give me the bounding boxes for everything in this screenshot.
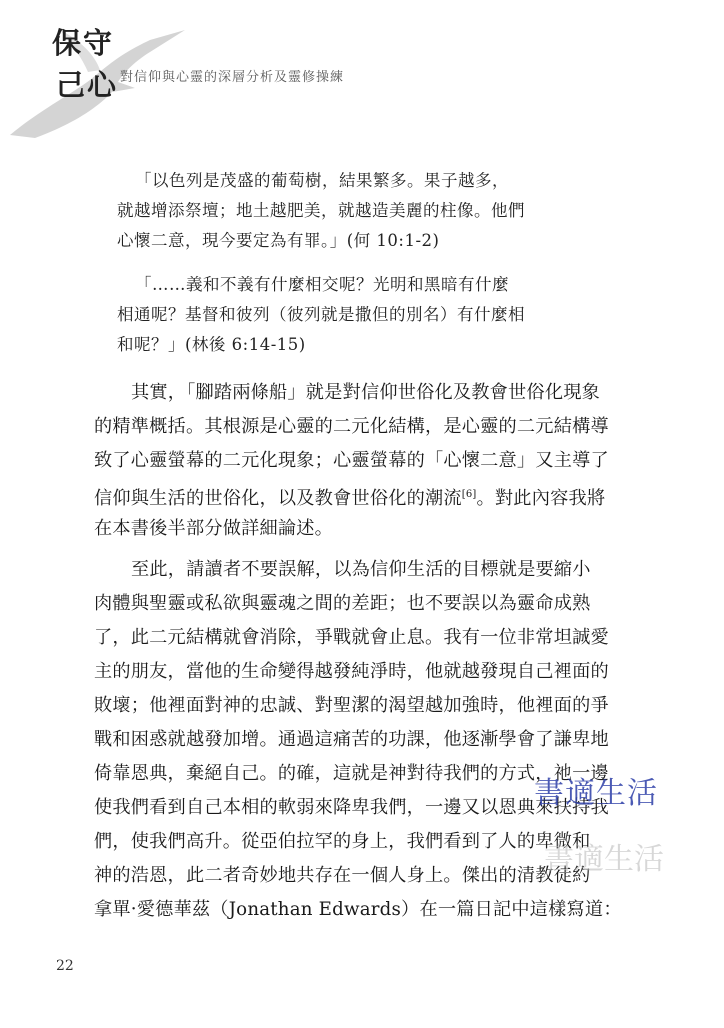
quote-line: 就越增添祭壇；地土越肥美，就越造美麗的柱像。他們 xyxy=(117,201,525,220)
paragraph-line: 拿單·愛德華茲（Jonathan Edwards）在一篇日記中這樣寫道： xyxy=(94,899,622,920)
book-title-line2: 己心 xyxy=(56,68,119,102)
book-title xyxy=(52,22,122,106)
paragraph-line: 戰和困惑就越發加增。通過這痛苦的功課，他逐漸學會了謙卑地 xyxy=(94,729,609,750)
paragraph-line: 們，使我們高升。從亞伯拉罕的身上，我們看到了人的卑微和 xyxy=(94,831,591,852)
scripture-quote-hosea xyxy=(117,166,605,256)
page-header xyxy=(0,0,724,150)
body-paragraph-1 xyxy=(94,376,634,546)
paragraph-line: 肉體與聖靈或私欲與靈魂之間的差距；也不要誤以為靈命成熟 xyxy=(94,593,591,614)
paragraph-text: 。對此內容我將 xyxy=(476,488,606,509)
paragraph-line: 倚靠恩典，棄絕自己。的確，這就是神對待我們的方式，祂一邊 xyxy=(94,763,609,784)
paragraph-line: 了，此二元結構就會消除，爭戰就會止息。我有一位非常坦誠愛 xyxy=(94,627,609,648)
quote-line: 相通呢？基督和彼列（彼列就是撒但的別名）有什麼相 xyxy=(117,305,525,324)
paragraph-text: 信仰與生活的世俗化，以及教會世俗化的潮流 xyxy=(94,488,462,509)
paragraph-line xyxy=(94,478,634,512)
footnote-ref: [6] xyxy=(461,489,477,500)
watermark: 書適生活 xyxy=(534,776,658,811)
scripture-quote-corinthians xyxy=(117,270,605,360)
paragraph-line: 使我們看到自己本相的軟弱來降卑我們，一邊又以恩典來扶持我 xyxy=(94,797,609,818)
page-number: 22 xyxy=(56,958,74,974)
quote-line: 心懷二意，現今要定為有罪。」(何 10:1-2) xyxy=(117,231,440,250)
paragraph-line: 其實，「腳踏兩條船」就是對信仰世俗化及教會世俗化現象 xyxy=(131,382,600,403)
paragraph-line: 致了心靈螢幕的二元化現象；心靈螢幕的「心懷二意」又主導了 xyxy=(94,450,609,471)
paragraph-line: 的精準概括。其根源是心靈的二元化結構，是心靈的二元結構導 xyxy=(94,416,609,437)
paragraph-line: 在本書後半部分做詳細論述。 xyxy=(94,518,334,539)
quote-line: 「……義和不義有什麼相交呢？光明和黑暗有什麼 xyxy=(135,275,509,294)
quote-line: 和呢？」(林後 6:14-15) xyxy=(117,335,306,354)
book-subtitle: 對信仰與心靈的深層分析及靈修操練 xyxy=(120,70,345,85)
paragraph-line: 至此，請讀者不要誤解，以為信仰生活的目標就是要縮小 xyxy=(131,559,591,580)
paragraph-line: 敗壞；他裡面對神的忠誠、對聖潔的渴望越加強時，他裡面的爭 xyxy=(94,695,609,716)
quote-line: 「以色列是茂盛的葡萄樹，結果繁多。果子越多， xyxy=(135,171,509,190)
paragraph-line: 主的朋友，當他的生命變得越發純淨時，他就越發現自己裡面的 xyxy=(94,661,609,682)
watermark-ghost: 書適生活 xyxy=(544,842,664,877)
book-title-line1: 保守 xyxy=(52,26,115,60)
paragraph-line: 神的浩恩，此二者奇妙地共存在一個人身上。傑出的清教徒約 xyxy=(94,865,591,886)
